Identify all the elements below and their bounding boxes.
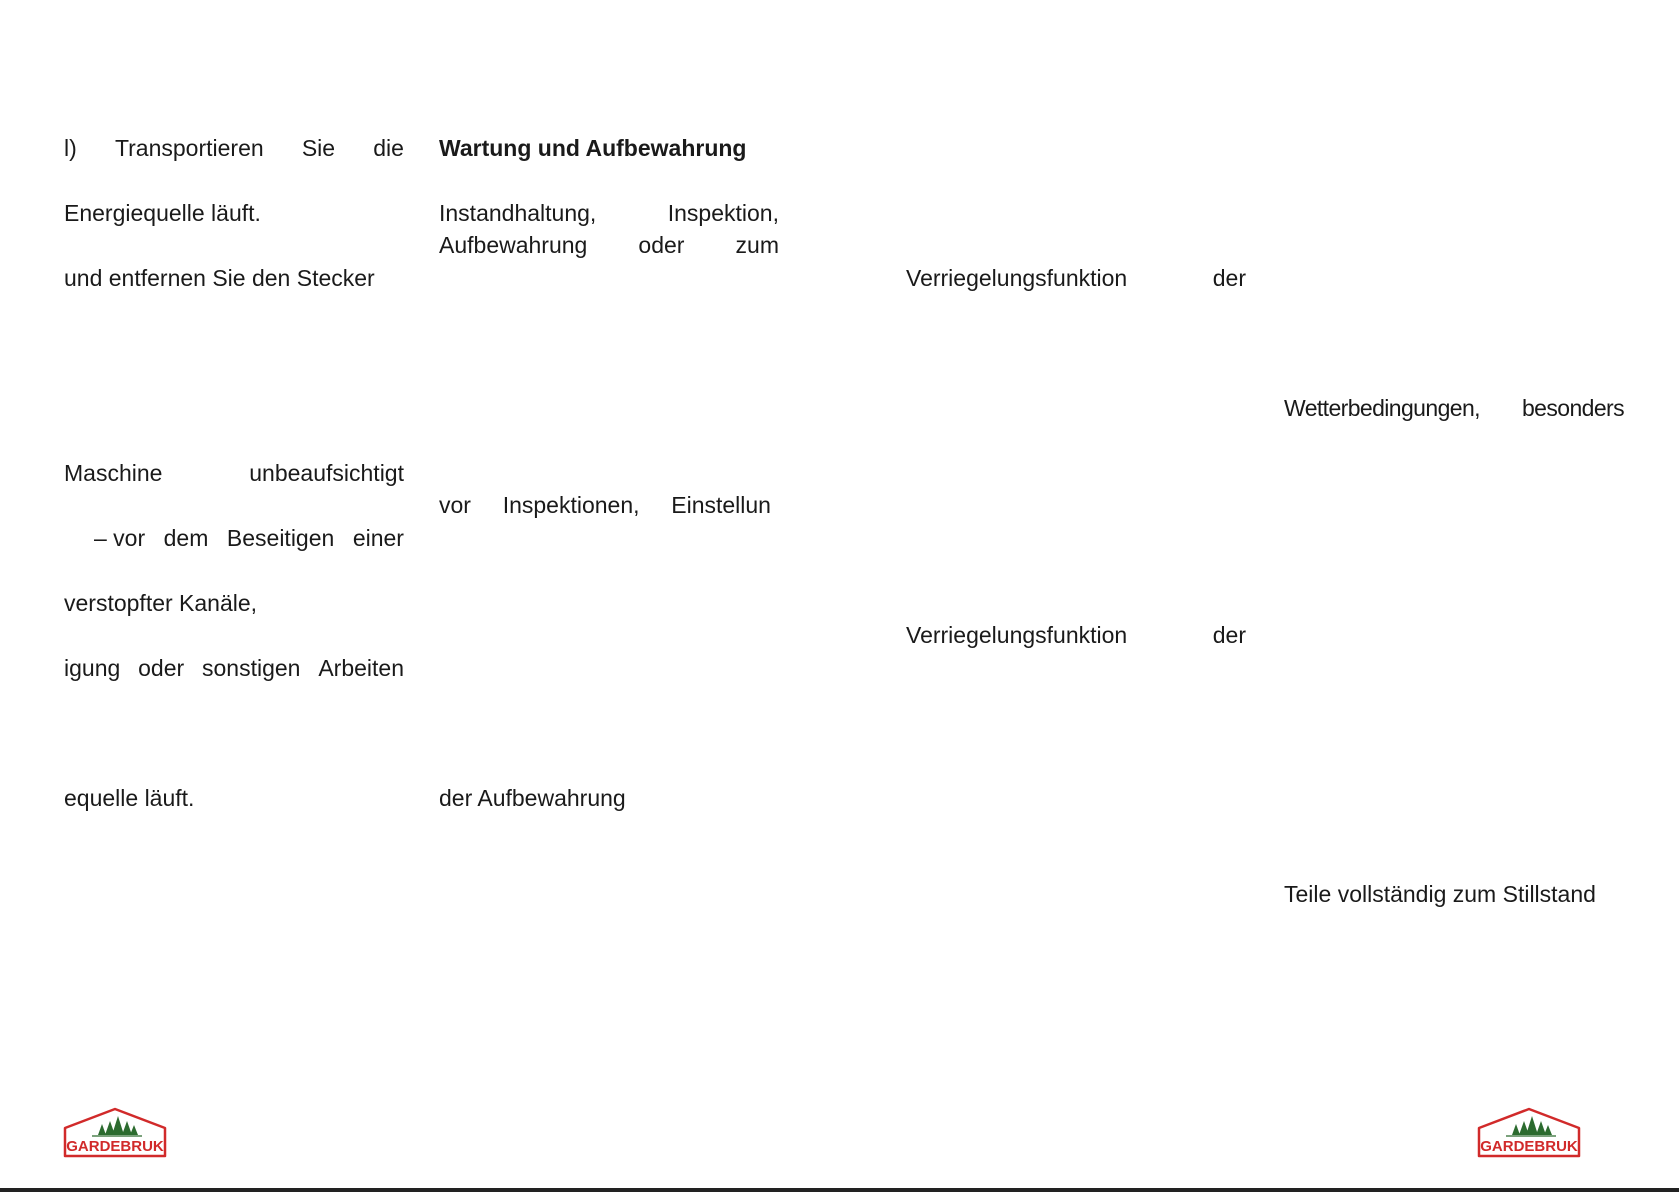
col2-text: der Aufbewahrung (439, 785, 626, 811)
col3-word: der (1212, 622, 1246, 648)
col4-line-2 (1284, 880, 1624, 908)
logo-text: GARDEBRUK (66, 1138, 164, 1155)
col1-word: Sie (301, 135, 336, 161)
col1-word: Transportieren (114, 135, 264, 161)
col4-word: Wetterbedingungen, (1284, 395, 1480, 421)
col3-line-1 (906, 264, 1246, 292)
col1-text: und entfernen Sie den Stecker (64, 265, 375, 291)
col2-word: vor (439, 492, 471, 518)
col1-word: Beseitigen (226, 525, 335, 551)
col1-line-8 (64, 784, 404, 812)
bottom-border (0, 1188, 1679, 1192)
col1-line-2 (64, 199, 404, 227)
col2-word: Inspektionen, (502, 492, 640, 518)
col2-word: oder (638, 232, 685, 258)
col1-word: oder (138, 655, 185, 681)
gardebruk-logo-left (62, 1107, 168, 1159)
col3-line-2 (906, 621, 1246, 649)
col2-word: Inspektion, (667, 200, 779, 226)
col1-line-5 (94, 524, 404, 552)
col1-word: igung (64, 655, 121, 681)
gardebruk-logo-right (1476, 1107, 1582, 1159)
col1-text: Energiequelle läuft. (64, 200, 261, 226)
section-heading (439, 134, 779, 162)
col2-word: Instandhaltung, (439, 200, 597, 226)
col1-line-7 (64, 654, 404, 682)
col1-word: dem (163, 525, 209, 551)
col2-line-2 (439, 231, 779, 259)
col1-line-3 (64, 264, 404, 292)
col1-word: – vor (94, 525, 146, 551)
col2-line-1 (439, 199, 779, 227)
col2-word: Aufbewahrung (439, 232, 588, 258)
col3-word: der (1212, 265, 1246, 291)
col1-word: unbeaufsichtigt (249, 460, 404, 486)
col1-line-1 (64, 134, 404, 162)
col1-word: Maschine (64, 460, 163, 486)
col1-word: einer (352, 525, 404, 551)
logo-text: GARDEBRUK (1480, 1138, 1578, 1155)
section-heading-text: Wartung und Aufbewahrung (439, 135, 747, 161)
col1-word: die (373, 135, 404, 161)
col1-word: sonstigen (202, 655, 301, 681)
col2-word: zum (735, 232, 779, 258)
col4-text: Teile vollständig zum Stillstand (1284, 881, 1596, 907)
col1-line-6 (64, 589, 404, 617)
col2-line-3 (439, 491, 771, 519)
col2-word: Einstellun (671, 492, 771, 518)
col3-word: Verriegelungsfunktion (906, 622, 1128, 648)
col2-line-4 (439, 784, 779, 812)
col1-word: Arbeiten (318, 655, 404, 681)
col1-word: l) (64, 135, 77, 161)
col1-text: verstopfter Kanäle, (64, 590, 258, 616)
col4-line-1 (1284, 394, 1624, 422)
col3-word: Verriegelungsfunktion (906, 265, 1128, 291)
col4-word: besonders (1521, 395, 1624, 421)
col1-text: equelle läuft. (64, 785, 195, 811)
col1-line-4 (64, 459, 404, 487)
